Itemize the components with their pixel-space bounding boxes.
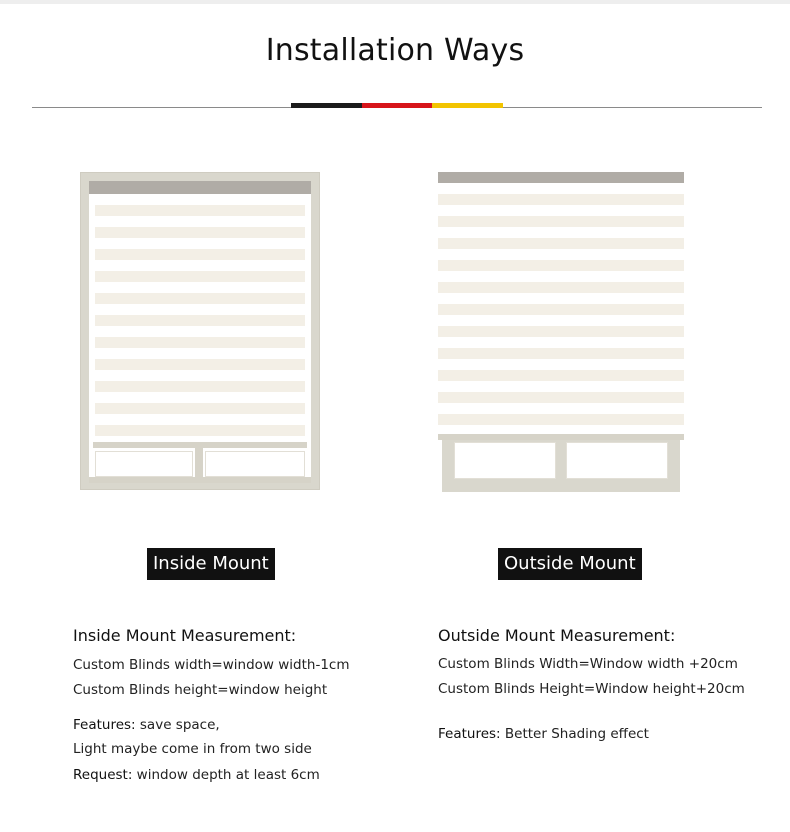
- window-sill: [89, 477, 311, 483]
- outside-measurement-heading: Outside Mount Measurement:: [438, 626, 676, 645]
- inside-features-cont: Light maybe come in from two side: [73, 741, 312, 757]
- window-frame: [442, 434, 680, 492]
- inside-mount-illustration: [80, 172, 320, 490]
- outside-mount-label: Outside Mount: [498, 548, 642, 580]
- outside-mount-measurement: [438, 626, 745, 742]
- window-pane-right: [205, 451, 305, 477]
- outside-height-rule: Custom Blinds Height=Window height+20cm: [438, 681, 745, 697]
- page-title: Installation Ways: [265, 33, 525, 68]
- accent-bar-gold: [432, 103, 503, 108]
- headrail: [438, 172, 684, 183]
- features-key: Features:: [73, 717, 136, 733]
- features-key: Features:: [438, 726, 501, 742]
- accent-bar-black: [291, 103, 362, 108]
- accent-bar-red: [362, 103, 432, 108]
- window-mullion: [195, 448, 203, 479]
- request-value: window depth at least 6cm: [132, 767, 320, 783]
- inside-mount-label: Inside Mount: [147, 548, 275, 580]
- request-key: Request:: [73, 767, 133, 783]
- bottom-rail: [438, 434, 684, 440]
- top-strip: [0, 0, 790, 4]
- outside-width-rule: Custom Blinds Width=Window width +20cm: [438, 656, 738, 672]
- window-pane-right: [566, 442, 668, 479]
- inside-mount-measurement: [73, 626, 350, 783]
- headrail: [89, 181, 311, 194]
- window-pane-left: [454, 442, 556, 479]
- zebra-shade: [438, 183, 684, 435]
- inside-features: [73, 717, 220, 733]
- features-value: save space,: [135, 717, 220, 733]
- inside-width-rule: Custom Blinds width=window width-1cm: [73, 657, 350, 673]
- inside-request: [73, 767, 320, 783]
- inside-measurement-heading: Inside Mount Measurement:: [73, 626, 297, 645]
- zebra-shade: [95, 194, 305, 442]
- window-pane-left: [95, 451, 193, 477]
- features-value: Better Shading effect: [500, 726, 649, 742]
- inside-height-rule: Custom Blinds height=window height: [73, 682, 328, 698]
- outside-mount-illustration: [438, 172, 684, 492]
- outside-features: [438, 726, 649, 742]
